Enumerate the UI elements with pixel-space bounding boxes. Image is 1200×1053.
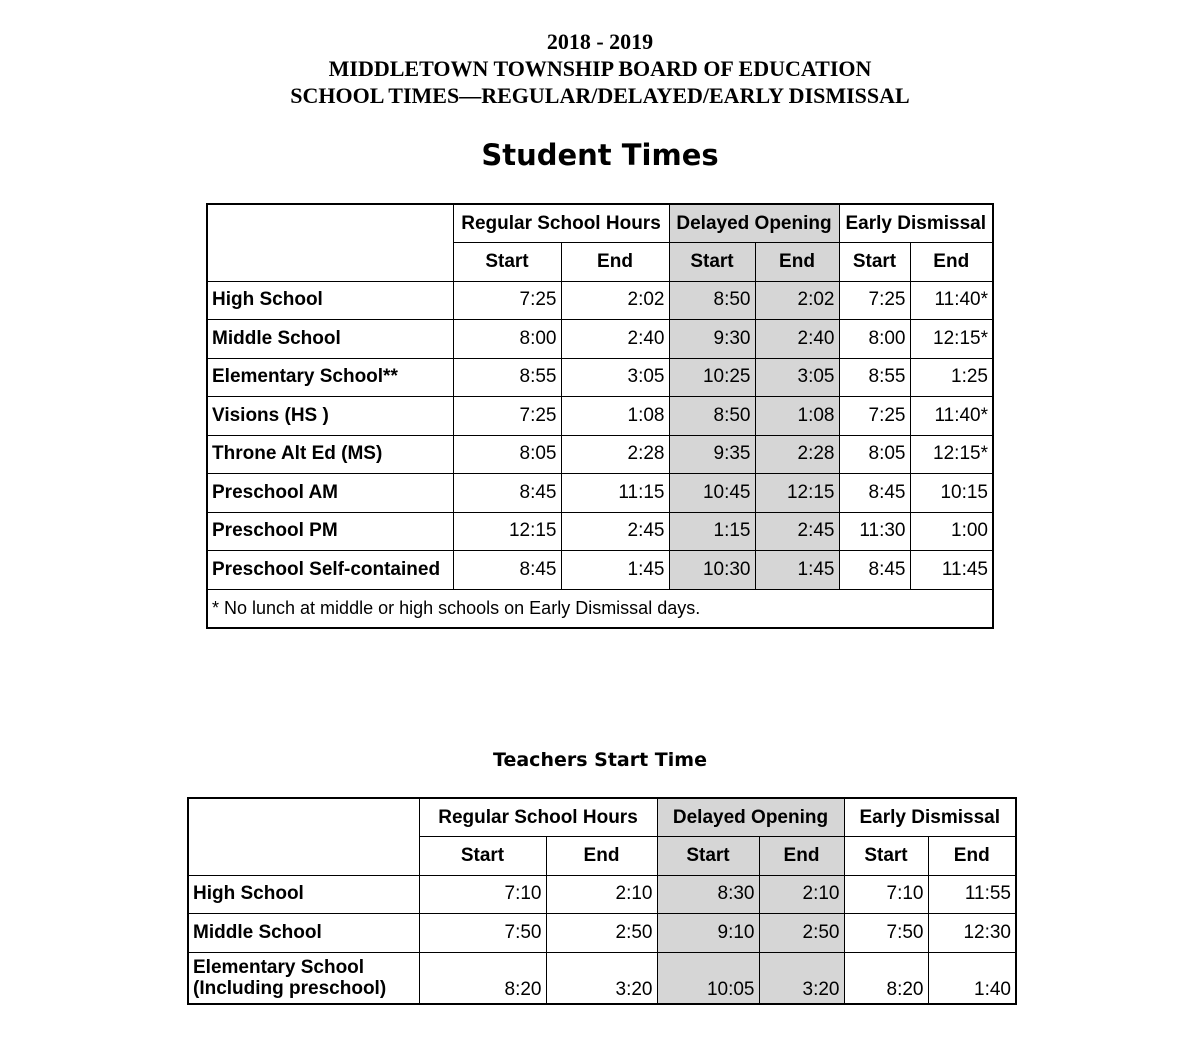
row-label: Preschool AM bbox=[207, 474, 453, 513]
value-cell: 1:45 bbox=[755, 551, 839, 590]
group-early: Early Dismissal bbox=[844, 798, 1016, 837]
value-cell: 7:10 bbox=[844, 875, 928, 914]
row-label: Preschool Self-contained bbox=[207, 551, 453, 590]
subheader-start: Start bbox=[453, 243, 561, 282]
subheader-end: End bbox=[561, 243, 669, 282]
subheader-start: Start bbox=[657, 837, 759, 876]
header-subtitle: SCHOOL TIMES—REGULAR/DELAYED/EARLY DISMISSAL bbox=[290, 83, 910, 108]
subheader-start: Start bbox=[839, 243, 910, 282]
value-cell: 8:00 bbox=[839, 320, 910, 359]
value-cell: 2:40 bbox=[755, 320, 839, 359]
value-cell: 1:00 bbox=[910, 512, 993, 551]
subheader-start: Start bbox=[844, 837, 928, 876]
value-cell: 8:00 bbox=[453, 320, 561, 359]
value-cell: 2:45 bbox=[561, 512, 669, 551]
group-regular: Regular School Hours bbox=[453, 204, 669, 243]
row-label bbox=[188, 952, 419, 1004]
value-cell: 2:10 bbox=[546, 875, 657, 914]
value-cell: 8:05 bbox=[839, 435, 910, 474]
value-cell: 1:15 bbox=[669, 512, 755, 551]
row-label: Visions (HS ) bbox=[207, 397, 453, 436]
row-label: Middle School bbox=[188, 914, 419, 953]
row-label: Elementary School** bbox=[207, 358, 453, 397]
value-cell: 2:45 bbox=[755, 512, 839, 551]
value-cell: 11:15 bbox=[561, 474, 669, 513]
value-cell: 10:15 bbox=[910, 474, 993, 513]
value-cell: 2:10 bbox=[759, 875, 844, 914]
empty-cell bbox=[188, 798, 419, 875]
table-row bbox=[207, 512, 993, 551]
subheader-start: Start bbox=[669, 243, 755, 282]
value-cell: 10:25 bbox=[669, 358, 755, 397]
subheader-end: End bbox=[759, 837, 844, 876]
value-cell: 2:40 bbox=[561, 320, 669, 359]
table-row bbox=[207, 474, 993, 513]
value-cell: 8:30 bbox=[657, 875, 759, 914]
value-cell: 1:25 bbox=[910, 358, 993, 397]
value-cell: 9:10 bbox=[657, 914, 759, 953]
value-cell: 3:05 bbox=[561, 358, 669, 397]
subheader-start: Start bbox=[419, 837, 546, 876]
table-row bbox=[188, 914, 1016, 953]
value-cell: 8:45 bbox=[453, 551, 561, 590]
row-label: High School bbox=[207, 281, 453, 320]
student-times-table bbox=[206, 203, 994, 629]
value-cell: 11:40* bbox=[910, 281, 993, 320]
value-cell: 12:15* bbox=[910, 435, 993, 474]
footnote: * No lunch at middle or high schools on Early Dismissal days. bbox=[207, 589, 993, 628]
group-header-row bbox=[207, 204, 993, 243]
value-cell: 8:05 bbox=[453, 435, 561, 474]
value-cell: 10:05 bbox=[657, 952, 759, 1004]
subheader-end: End bbox=[546, 837, 657, 876]
value-cell: 12:15* bbox=[910, 320, 993, 359]
value-cell: 7:25 bbox=[839, 397, 910, 436]
footnote-row bbox=[207, 589, 993, 628]
value-cell: 7:50 bbox=[844, 914, 928, 953]
value-cell: 8:55 bbox=[839, 358, 910, 397]
value-cell: 1:40 bbox=[928, 952, 1016, 1004]
value-cell: 1:08 bbox=[755, 397, 839, 436]
row-label: High School bbox=[188, 875, 419, 914]
table-row bbox=[207, 435, 993, 474]
teachers-times-table bbox=[187, 797, 1017, 1005]
row-label: Throne Alt Ed (MS) bbox=[207, 435, 453, 474]
teachers-start-time-title: Teachers Start Time bbox=[493, 749, 707, 771]
value-cell: 2:28 bbox=[561, 435, 669, 474]
value-cell: 2:02 bbox=[755, 281, 839, 320]
subheader-end: End bbox=[755, 243, 839, 282]
table-row bbox=[207, 281, 993, 320]
value-cell: 7:25 bbox=[453, 397, 561, 436]
value-cell: 10:30 bbox=[669, 551, 755, 590]
value-cell: 9:35 bbox=[669, 435, 755, 474]
row-label-line1: Elementary School bbox=[193, 956, 365, 978]
subheader-end: End bbox=[928, 837, 1016, 876]
table-row bbox=[207, 397, 993, 436]
value-cell: 2:50 bbox=[759, 914, 844, 953]
value-cell: 11:45 bbox=[910, 551, 993, 590]
value-cell: 7:25 bbox=[839, 281, 910, 320]
value-cell: 7:10 bbox=[419, 875, 546, 914]
group-early: Early Dismissal bbox=[839, 204, 993, 243]
value-cell: 3:20 bbox=[759, 952, 844, 1004]
value-cell: 12:30 bbox=[928, 914, 1016, 953]
table-row bbox=[207, 320, 993, 359]
table-row bbox=[188, 875, 1016, 914]
table-row bbox=[207, 358, 993, 397]
group-header-row bbox=[188, 798, 1016, 837]
value-cell: 3:20 bbox=[546, 952, 657, 1004]
row-label-line2: (Including preschool) bbox=[193, 977, 387, 999]
value-cell: 11:55 bbox=[928, 875, 1016, 914]
header-year: 2018 - 2019 bbox=[546, 29, 654, 54]
value-cell: 7:50 bbox=[419, 914, 546, 953]
value-cell: 8:50 bbox=[669, 397, 755, 436]
group-delayed: Delayed Opening bbox=[657, 798, 844, 837]
value-cell: 8:20 bbox=[419, 952, 546, 1004]
student-times-title: Student Times bbox=[481, 138, 719, 172]
value-cell: 8:55 bbox=[453, 358, 561, 397]
value-cell: 12:15 bbox=[755, 474, 839, 513]
table-row bbox=[188, 952, 1016, 1004]
value-cell: 1:45 bbox=[561, 551, 669, 590]
empty-cell bbox=[207, 204, 453, 281]
row-label: Middle School bbox=[207, 320, 453, 359]
value-cell: 1:08 bbox=[561, 397, 669, 436]
value-cell: 8:45 bbox=[839, 551, 910, 590]
group-regular: Regular School Hours bbox=[419, 798, 657, 837]
value-cell: 12:15 bbox=[453, 512, 561, 551]
header-board: MIDDLETOWN TOWNSHIP BOARD OF EDUCATION bbox=[328, 56, 872, 81]
table-row bbox=[207, 551, 993, 590]
value-cell: 2:28 bbox=[755, 435, 839, 474]
value-cell: 8:45 bbox=[839, 474, 910, 513]
value-cell: 3:05 bbox=[755, 358, 839, 397]
subheader-end: End bbox=[910, 243, 993, 282]
group-delayed: Delayed Opening bbox=[669, 204, 839, 243]
value-cell: 8:50 bbox=[669, 281, 755, 320]
value-cell: 2:50 bbox=[546, 914, 657, 953]
value-cell: 8:20 bbox=[844, 952, 928, 1004]
value-cell: 10:45 bbox=[669, 474, 755, 513]
value-cell: 9:30 bbox=[669, 320, 755, 359]
row-label: Preschool PM bbox=[207, 512, 453, 551]
value-cell: 7:25 bbox=[453, 281, 561, 320]
value-cell: 8:45 bbox=[453, 474, 561, 513]
value-cell: 11:30 bbox=[839, 512, 910, 551]
value-cell: 2:02 bbox=[561, 281, 669, 320]
value-cell: 11:40* bbox=[910, 397, 993, 436]
